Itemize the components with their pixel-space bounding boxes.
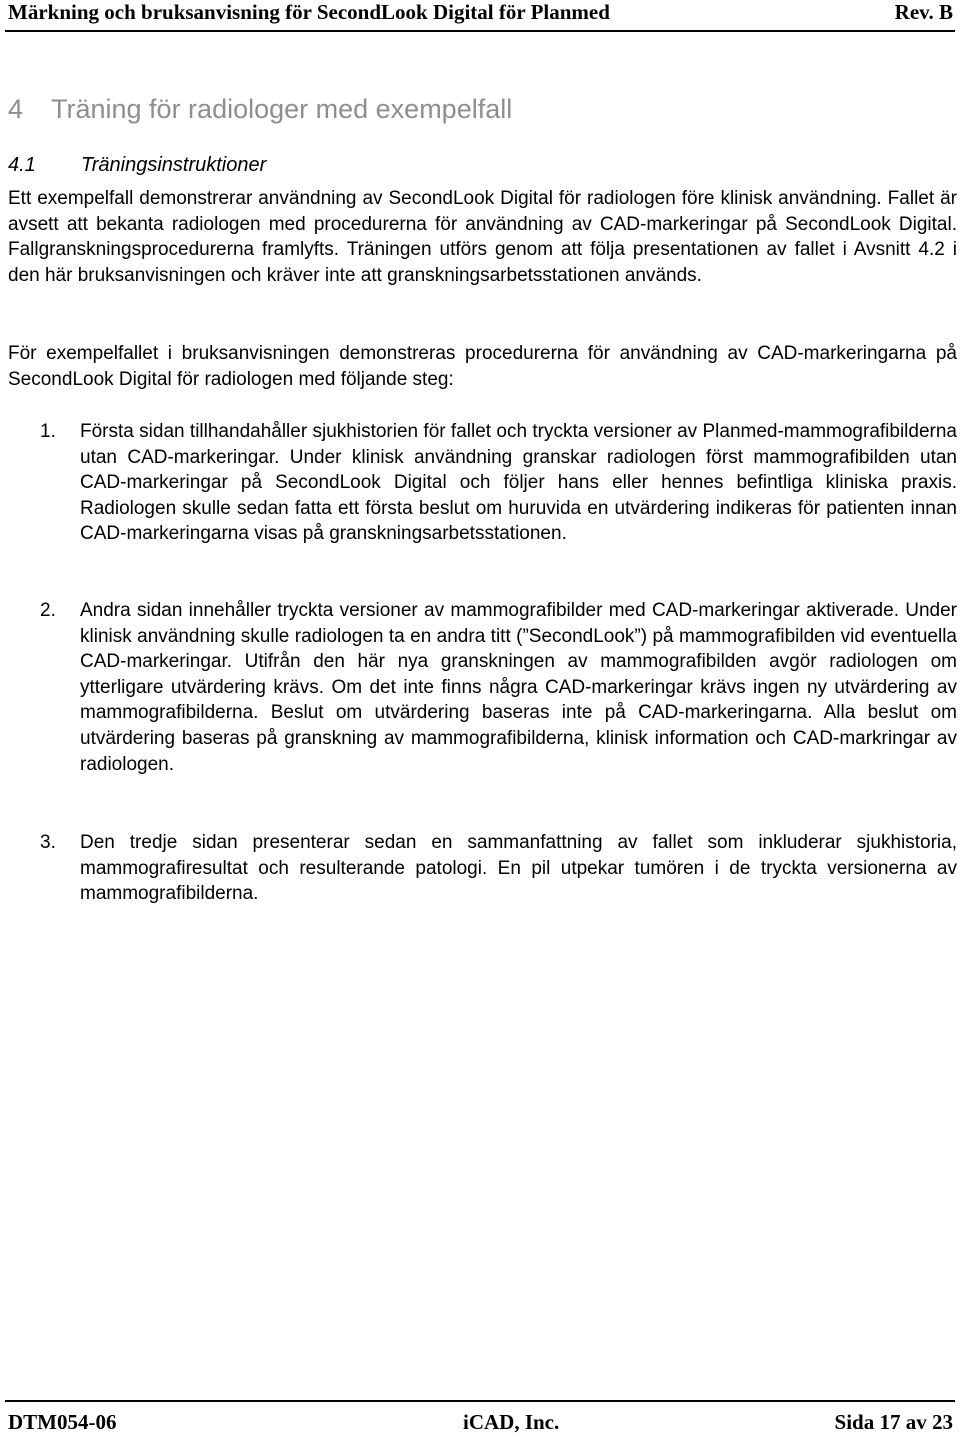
footer-company: iCAD, Inc. (463, 1410, 560, 1434)
header-title: Märkning och bruksanvisning för SecondLook Digital för Planmed (8, 0, 610, 24)
list-marker: 2. (40, 600, 56, 621)
list-item-text: Första sidan tillhandahåller sjukhistorien för fallet och tryckta versioner av Planmed-mammografibilderna utan CAD-markeringar. Under klinisk användning granskar radiologen först mammografibilden utan CAD-markeringar på SecondLook Digital och följer hans eller hennes befintliga kliniska praxis. Radiologen skulle sedan fatta ett första beslut om huruvida en utvärdering indikeras för patienten innan CAD-markeringarna visas på granskningsarbetsstationen. (80, 421, 957, 545)
page-header (5, 0, 955, 32)
subsection-heading (8, 152, 266, 178)
intro-paragraph: Ett exempelfall demonstrerar användning av SecondLook Digital för radiologen före klinisk användning. Fallet är avsett att bekanta radiologen med procedurerna för användning av CAD-markeringar på SecondLook Digital. Fallgranskningsprocedurerna framlyfts. Träningen utförs genom att följa presentationen av fallet i Avsnitt 4.2 i den här bruksanvisningen och kräver inte att granskningsarbetsstationen används. (8, 188, 957, 286)
list-item (8, 419, 957, 547)
list-marker: 3. (40, 832, 56, 853)
list-item-text: Den tredje sidan presenterar sedan en sammanfattning av fallet som inkluderar sjukhistoria, mammografiresultat och resulterande patologi. En pil utpekar tumören i de tryckta versionerna av mammografibilderna. (80, 832, 957, 905)
list-item-text: Andra sidan innehåller tryckta versioner av mammografibilder med CAD-markeringar aktiverade. Under klinisk användning skulle radiologen ta en andra titt (”SecondLook”) på mammografibilden vid eventuella CAD-markeringar. Utifrån den här nya granskningen av mammografibilden avgör radiologen om ytterligare utvärdering krävs. Om det inte finns några CAD-markeringar krävs ingen ny utvärdering av mammografibilderna. Beslut om utvärdering baseras inte på CAD-markeringarna. Alla beslut om utvärdering baseras på granskning av mammografibilderna, klinisk information och CAD-markringar av radiologen. (80, 600, 957, 775)
subsection-title: Träningsinstruktioner (81, 154, 267, 176)
section-title: Träning för radiologer med exempelfall (51, 94, 513, 124)
list-item (8, 830, 957, 907)
subsection-number: 4.1 (8, 154, 36, 176)
footer-doc-id: DTM054-06 (8, 1410, 117, 1434)
section-heading (8, 93, 512, 125)
steps-intro-paragraph: För exempelfallet i bruksanvisningen demonstreras procedurerna för användning av CAD-markeringarna på SecondLook Digital för radiologen med följande steg: (8, 343, 957, 390)
footer-page-number: Sida 17 av 23 (834, 1410, 953, 1434)
list-item (8, 598, 957, 777)
list-marker: 1. (40, 421, 56, 442)
header-revision: Rev. B (894, 0, 953, 24)
page-footer (5, 1400, 955, 1437)
section-number: 4 (8, 94, 24, 124)
